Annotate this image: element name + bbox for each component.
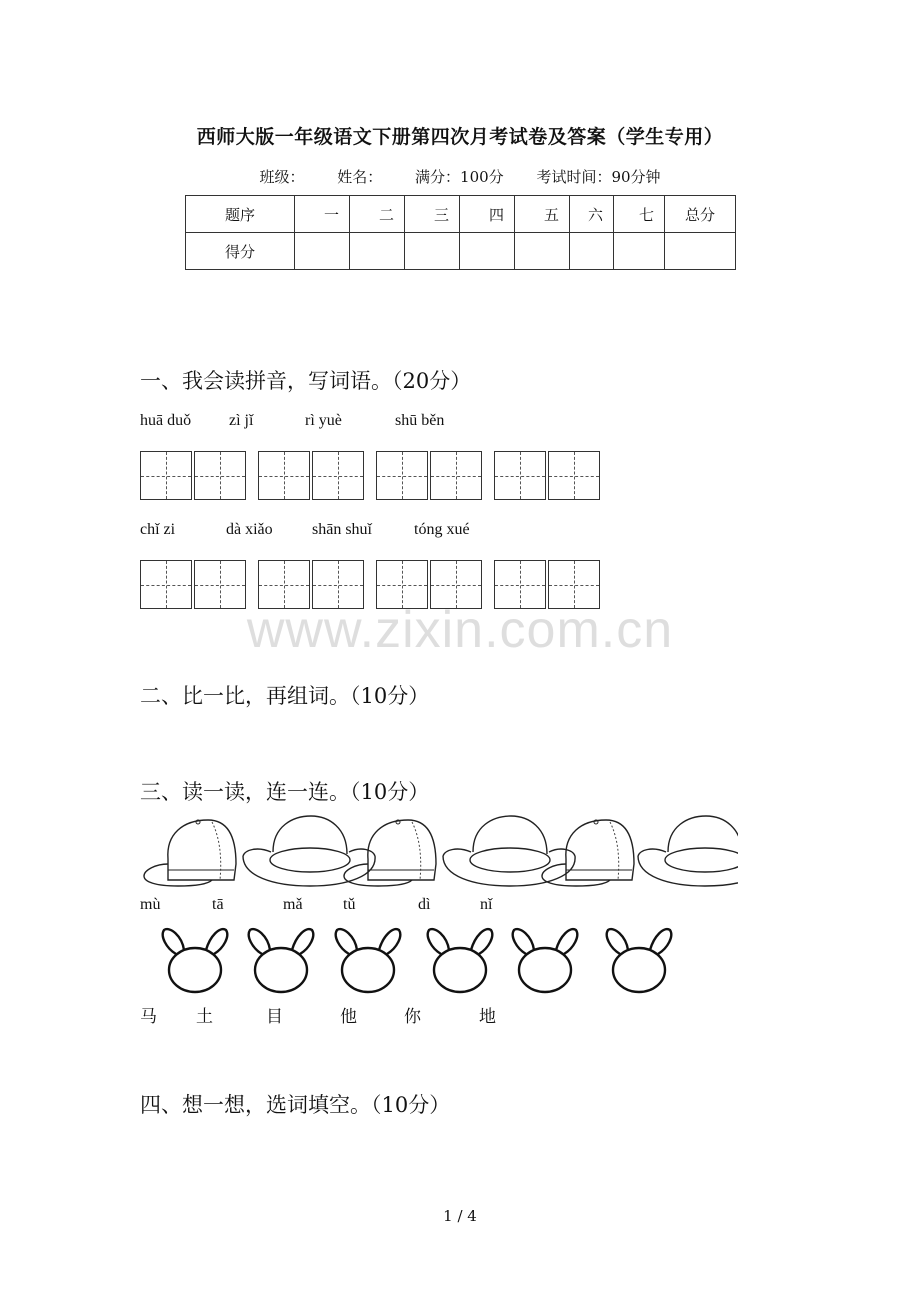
- cap-icon: [344, 820, 436, 886]
- character-option[interactable]: 你: [404, 1007, 421, 1027]
- score-cell[interactable]: [515, 233, 570, 270]
- dome-hat-icon: [243, 816, 375, 886]
- pinyin-option[interactable]: dì: [418, 896, 431, 913]
- writing-grid-cell[interactable]: [548, 451, 600, 500]
- cap-icon: [542, 820, 634, 886]
- score-cell[interactable]: [405, 233, 460, 270]
- pinyin-label: huā duǒ: [140, 412, 192, 429]
- score-table: [185, 195, 736, 270]
- header-cell: 一: [295, 196, 350, 233]
- character-option[interactable]: 土: [196, 1007, 213, 1027]
- writing-grid-cell[interactable]: [430, 451, 482, 500]
- character-option[interactable]: 他: [340, 1007, 357, 1027]
- section1-heading: 一、我会读拼音，写词语。（20分）: [140, 369, 472, 393]
- pinyin-option[interactable]: mù: [140, 896, 161, 913]
- exam-info: [0, 166, 920, 187]
- bunny-icon: [249, 929, 314, 992]
- score-table-header-row: [186, 196, 736, 233]
- header-cell: 题序: [186, 196, 295, 233]
- writing-grid-cell[interactable]: [194, 451, 246, 500]
- bunny-icon: [336, 929, 401, 992]
- row-label: 得分: [186, 233, 295, 270]
- cap-icon: [144, 820, 236, 886]
- pinyin-option[interactable]: tǔ: [343, 896, 356, 913]
- writing-grid-cell[interactable]: [258, 451, 310, 500]
- section3-heading: 三、读一读，连一连。（10分）: [140, 780, 430, 804]
- pinyin-option[interactable]: mǎ: [283, 896, 303, 913]
- score-cell[interactable]: [570, 233, 614, 270]
- header-cell: 三: [405, 196, 460, 233]
- class-label: 班级：: [259, 168, 305, 186]
- full-score: 满分：100分: [415, 168, 504, 186]
- header-cell: 总分: [665, 196, 736, 233]
- score-cell[interactable]: [350, 233, 405, 270]
- pinyin-label: chǐ zi: [140, 521, 176, 538]
- bunnies-illustration: [158, 924, 688, 996]
- bunny-icon: [163, 929, 228, 992]
- section4-heading: 四、想一想，选词填空。（10分）: [140, 1093, 451, 1117]
- pinyin-label: tóng xué: [414, 521, 470, 538]
- pinyin-label: zì jǐ: [229, 412, 254, 429]
- pinyin-label: rì yuè: [305, 412, 342, 429]
- score-cell[interactable]: [460, 233, 515, 270]
- pinyin-label: shū běn: [395, 412, 445, 429]
- header-cell: 五: [515, 196, 570, 233]
- dome-hat-icon: [638, 816, 738, 886]
- pinyin-label: dà xiǎo: [226, 521, 273, 538]
- hats-illustration: [138, 814, 738, 890]
- exam-time: 考试时间：90分钟: [536, 168, 661, 186]
- name-label: 姓名：: [337, 168, 383, 186]
- bunny-icon: [428, 929, 493, 992]
- bunny-icon: [607, 929, 672, 992]
- score-cell[interactable]: [614, 233, 665, 270]
- header-cell: 六: [570, 196, 614, 233]
- dome-hat-icon: [443, 816, 575, 886]
- page-number: 1 / 4: [443, 1207, 477, 1225]
- pinyin-label: shān shuǐ: [312, 521, 372, 538]
- character-option[interactable]: 马: [140, 1007, 157, 1027]
- writing-grid-cell[interactable]: [140, 451, 192, 500]
- writing-grid-cell[interactable]: [494, 451, 546, 500]
- writing-grid-cell[interactable]: [376, 451, 428, 500]
- score-cell[interactable]: [295, 233, 350, 270]
- header-cell: 四: [460, 196, 515, 233]
- character-option[interactable]: 目: [266, 1007, 283, 1027]
- pinyin-option[interactable]: nǐ: [480, 896, 493, 913]
- pinyin-option[interactable]: tā: [212, 896, 224, 913]
- bunny-icon: [513, 929, 578, 992]
- writing-grid-cell[interactable]: [312, 451, 364, 500]
- page-title: 西师大版一年级语文下册第四次月考试卷及答案（学生专用）: [196, 126, 724, 148]
- character-option[interactable]: 地: [479, 1007, 496, 1027]
- score-cell[interactable]: [665, 233, 736, 270]
- watermark: www.zixin.com.cn: [246, 601, 674, 659]
- header-cell: 二: [350, 196, 405, 233]
- score-table-score-row: [186, 233, 736, 270]
- header-cell: 七: [614, 196, 665, 233]
- section2-heading: 二、比一比，再组词。（10分）: [140, 684, 430, 708]
